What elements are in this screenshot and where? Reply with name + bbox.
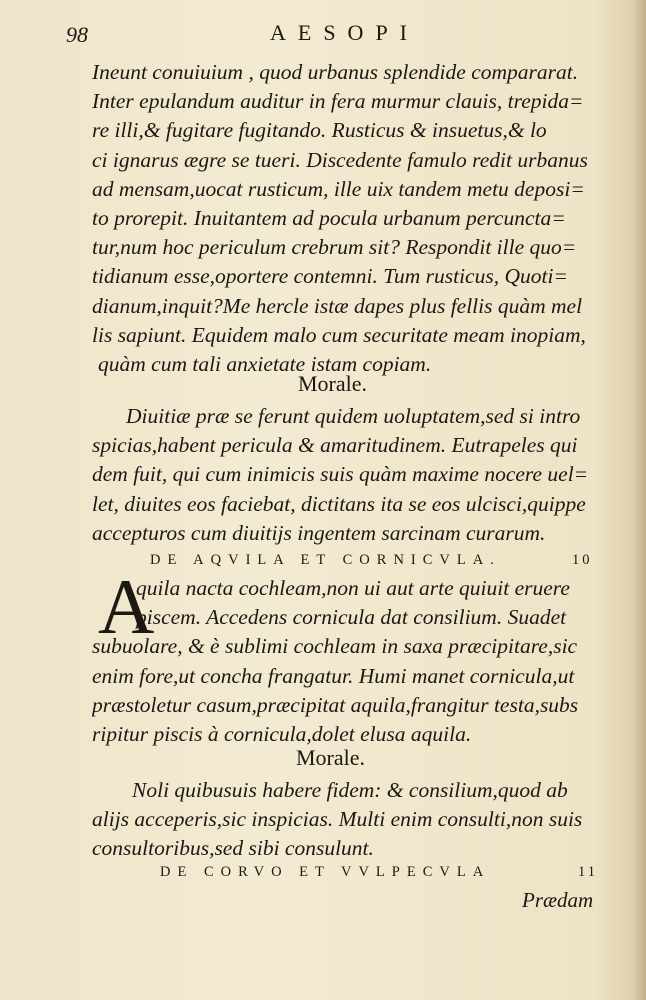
text-line: enim fore,ut concha frangatur. Humi manet cornicula,ut xyxy=(92,663,575,688)
text-line: lis sapiunt. Equidem malo cum securitate meam inopiam, xyxy=(92,322,586,347)
fable-title: DE AQVILA ET CORNICVLA. xyxy=(150,552,501,568)
text-line: Noli quibusuis habere fidem: & consilium,quod ab xyxy=(132,778,568,802)
morale-heading: Morale. xyxy=(296,745,366,770)
text-line: to prorepit. Inuitantem ad pocula urbanum percuncta= xyxy=(92,205,566,230)
text-line: Inter epulandum auditur in fera murmur clauis, trepida= xyxy=(92,89,584,114)
text-line: Ineunt conuiuium , quod urbanus splendide compararat. xyxy=(92,60,579,84)
morale-text-block-1 xyxy=(92,402,600,548)
text-line: dianum,inquit?Me hercle istæ dapes plus fellis quàm mel xyxy=(92,293,583,318)
morale-heading: Morale. xyxy=(298,371,368,396)
fable-number: 10 xyxy=(572,552,593,568)
text-line: subuolare, & è sublimi cochleam in saxa præcipitare,sic xyxy=(92,634,578,659)
text-line: accepturos cum diuitijs ingentem sarcinam curarum. xyxy=(92,520,546,545)
catchword: Prædam xyxy=(522,888,594,912)
page-number: 98 xyxy=(66,22,88,47)
text-line: quila nacta cochleam,non ui aut arte quiuit eruere xyxy=(136,576,570,600)
text-line: quàm cum tali anxietate istam copiam. xyxy=(98,351,432,376)
fable-number: 11 xyxy=(578,864,598,880)
running-head: AESOPI xyxy=(270,20,420,45)
text-line: alijs acceperis,sic inspicias. Multi enim consulti,non suis xyxy=(92,807,583,832)
text-line: ad mensam,uocat rusticum, ille uix tandem metu deposi= xyxy=(92,176,585,201)
text-line: consultoribus,sed sibi consulunt. xyxy=(92,836,374,861)
drop-cap: A xyxy=(98,563,155,650)
text-line: Diuitiæ præ se ferunt quidem uoluptatem,sed si intro xyxy=(126,404,581,428)
text-line: dem fuit, qui cum inimicis suis quàm maxime nocere uel= xyxy=(92,462,589,487)
text-line: tur,num hoc periculum crebrum sit? Respondit ille quo= xyxy=(92,235,577,260)
text-line: ripitur piscis à cornicula,dolet elusa aquila. xyxy=(92,721,472,746)
fable-title: DE CORVO ET VVLPECVLA xyxy=(160,864,491,880)
text-line: let, diuites eos faciebat, dictitans ita se eos ulcisci,quippe xyxy=(92,491,586,516)
text-line: piscem. Accedens cornicula dat consilium. Suadet xyxy=(136,605,567,630)
text-line: præstoletur casum,præcipitat aquila,frangitur testa,subs xyxy=(92,692,579,717)
fable-text-block-2 xyxy=(92,563,600,749)
morale-text-block-2 xyxy=(92,776,600,864)
fable-text-block-1 xyxy=(92,58,600,379)
text-line: spicias,habent pericula & amaritudinem. Eutrapeles qui xyxy=(92,433,578,458)
text-line: tidianum esse,oportere contemni. Tum rusticus, Quoti= xyxy=(92,264,568,289)
text-line: ci ignarus ægre se tueri. Discedente famulo redit urbanus xyxy=(92,147,588,172)
text-line: re illi,& fugitare fugitando. Rusticus & insuetus,& lo xyxy=(92,118,547,143)
page-edge-shadow xyxy=(632,0,646,1000)
